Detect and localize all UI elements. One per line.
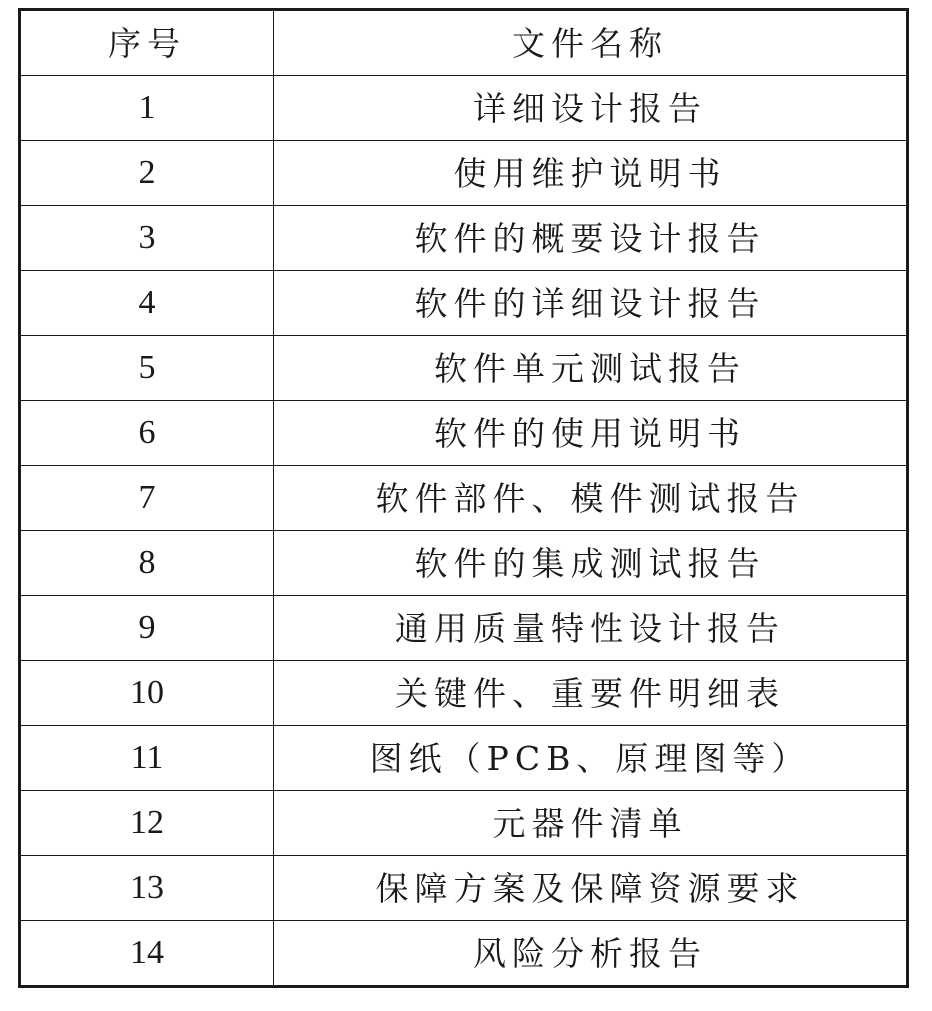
row-number: 9 bbox=[20, 596, 274, 661]
document-name: 详细设计报告 bbox=[274, 76, 908, 141]
column-header-name: 文件名称 bbox=[274, 10, 908, 76]
row-number: 3 bbox=[20, 206, 274, 271]
table-row bbox=[20, 141, 908, 206]
document-name: 保障方案及保障资源要求 bbox=[274, 856, 908, 921]
document-name: 软件的详细设计报告 bbox=[274, 271, 908, 336]
table-body bbox=[20, 76, 908, 987]
column-header-no: 序号 bbox=[20, 10, 274, 76]
row-number: 14 bbox=[20, 921, 274, 987]
document-name: 软件单元测试报告 bbox=[274, 336, 908, 401]
table-row bbox=[20, 336, 908, 401]
row-number: 1 bbox=[20, 76, 274, 141]
row-number: 7 bbox=[20, 466, 274, 531]
document-list-table bbox=[18, 8, 909, 988]
row-number: 10 bbox=[20, 661, 274, 726]
document-name: 元器件清单 bbox=[274, 791, 908, 856]
row-number: 4 bbox=[20, 271, 274, 336]
document-name: 软件的集成测试报告 bbox=[274, 531, 908, 596]
document-name: 软件部件、模件测试报告 bbox=[274, 466, 908, 531]
table-row bbox=[20, 271, 908, 336]
table-row bbox=[20, 206, 908, 271]
document-name: 软件的概要设计报告 bbox=[274, 206, 908, 271]
table-row bbox=[20, 921, 908, 987]
table-header-row bbox=[20, 10, 908, 76]
row-number: 11 bbox=[20, 726, 274, 791]
row-number: 6 bbox=[20, 401, 274, 466]
document-name: 使用维护说明书 bbox=[274, 141, 908, 206]
table-row bbox=[20, 791, 908, 856]
row-number: 8 bbox=[20, 531, 274, 596]
row-number: 12 bbox=[20, 791, 274, 856]
table-row bbox=[20, 726, 908, 791]
document-name: 通用质量特性设计报告 bbox=[274, 596, 908, 661]
table-row bbox=[20, 856, 908, 921]
document-name: 风险分析报告 bbox=[274, 921, 908, 987]
document-name: 关键件、重要件明细表 bbox=[274, 661, 908, 726]
table-row bbox=[20, 466, 908, 531]
document-name: 图纸（PCB、原理图等） bbox=[274, 726, 908, 791]
table-row bbox=[20, 596, 908, 661]
table-row bbox=[20, 661, 908, 726]
table-row bbox=[20, 531, 908, 596]
document-name: 软件的使用说明书 bbox=[274, 401, 908, 466]
row-number: 13 bbox=[20, 856, 274, 921]
table-row bbox=[20, 401, 908, 466]
row-number: 5 bbox=[20, 336, 274, 401]
row-number: 2 bbox=[20, 141, 274, 206]
table-row bbox=[20, 76, 908, 141]
